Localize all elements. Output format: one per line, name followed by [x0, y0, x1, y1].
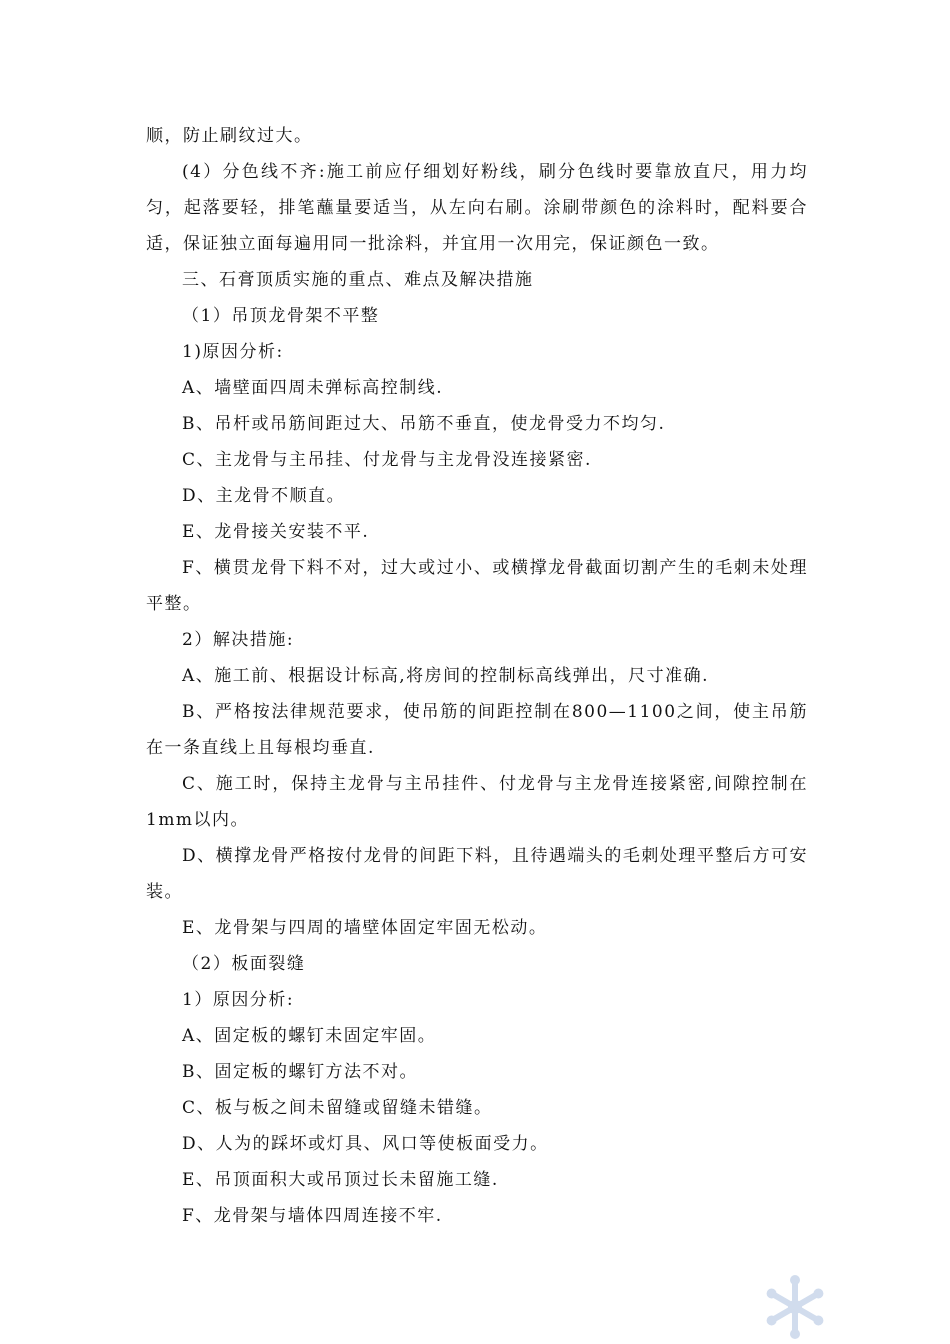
list-item: A、墙壁面四周未弹标高控制线. [182, 378, 444, 398]
paragraph: 顺，防止刷纹过大。 [146, 126, 313, 146]
list-item: C、板与板之间未留缝或留缝未错缝。 [182, 1098, 493, 1118]
list-heading: 1）原因分析: [182, 990, 295, 1010]
list-item: E、龙骨接关安装不平. [182, 522, 370, 542]
list-item: C、主龙骨与主吊挂、付龙骨与主龙骨没连接紧密. [182, 450, 592, 470]
list-item: F、横贯龙骨下料不对，过大或过小、或横撑龙骨截面切割产生的毛刺未处理平整。 [146, 558, 808, 614]
list-item: D、人为的踩坏或灯具、风口等使板面受力。 [182, 1134, 549, 1154]
list-item: B、吊杆或吊筋间距过大、吊筋不垂直，使龙骨受力不均匀. [182, 414, 666, 434]
list-item: B、严格按法律规范要求，使吊筋的间距控制在800—1100之间，使主吊筋在一条直线上且每根均垂直. [146, 702, 808, 758]
list-item: A、施工前、根据设计标高,将房间的控制标高线弹出，尺寸准确. [182, 666, 710, 686]
document-body [146, 118, 808, 1234]
subsection-heading: （1）吊顶龙骨架不平整 [182, 306, 380, 326]
snowflake-watermark-icon [760, 1272, 830, 1342]
list-item: D、横撑龙骨严格按付龙骨的间距下料，且待遇端头的毛刺处理平整后方可安装。 [146, 846, 808, 902]
list-item: A、固定板的螺钉未固定牢固。 [182, 1026, 437, 1046]
list-item: D、主龙骨不顺直。 [182, 486, 346, 506]
list-item: E、吊顶面积大或吊顶过长未留施工缝. [182, 1170, 499, 1190]
list-heading: 1)原因分析: [182, 342, 284, 362]
list-item: F、龙骨架与墙体四周连接不牢. [182, 1206, 443, 1226]
section-heading: 三、石膏顶质实施的重点、难点及解决措施 [182, 270, 534, 290]
list-item: B、固定板的螺钉方法不对。 [182, 1062, 418, 1082]
list-heading: 2）解决措施: [182, 630, 295, 650]
list-item: E、龙骨架与四周的墙壁体固定牢固无松动。 [182, 918, 548, 938]
list-item: C、施工时，保持主龙骨与主吊挂件、付龙骨与主龙骨连接紧密,间隙控制在1mm以内。 [146, 774, 808, 830]
subsection-heading: （2）板面裂缝 [182, 954, 306, 974]
paragraph: (4）分色线不齐:施工前应仔细划好粉线，刷分色线时要靠放直尺，用力均匀，起落要轻，排笔蘸量要适当，从左向右刷。涂刷带颜色的涂料时，配料要合适，保证独立面每遍用同一批涂料，并宜用一次用完，保证颜色一致。 [146, 162, 808, 254]
